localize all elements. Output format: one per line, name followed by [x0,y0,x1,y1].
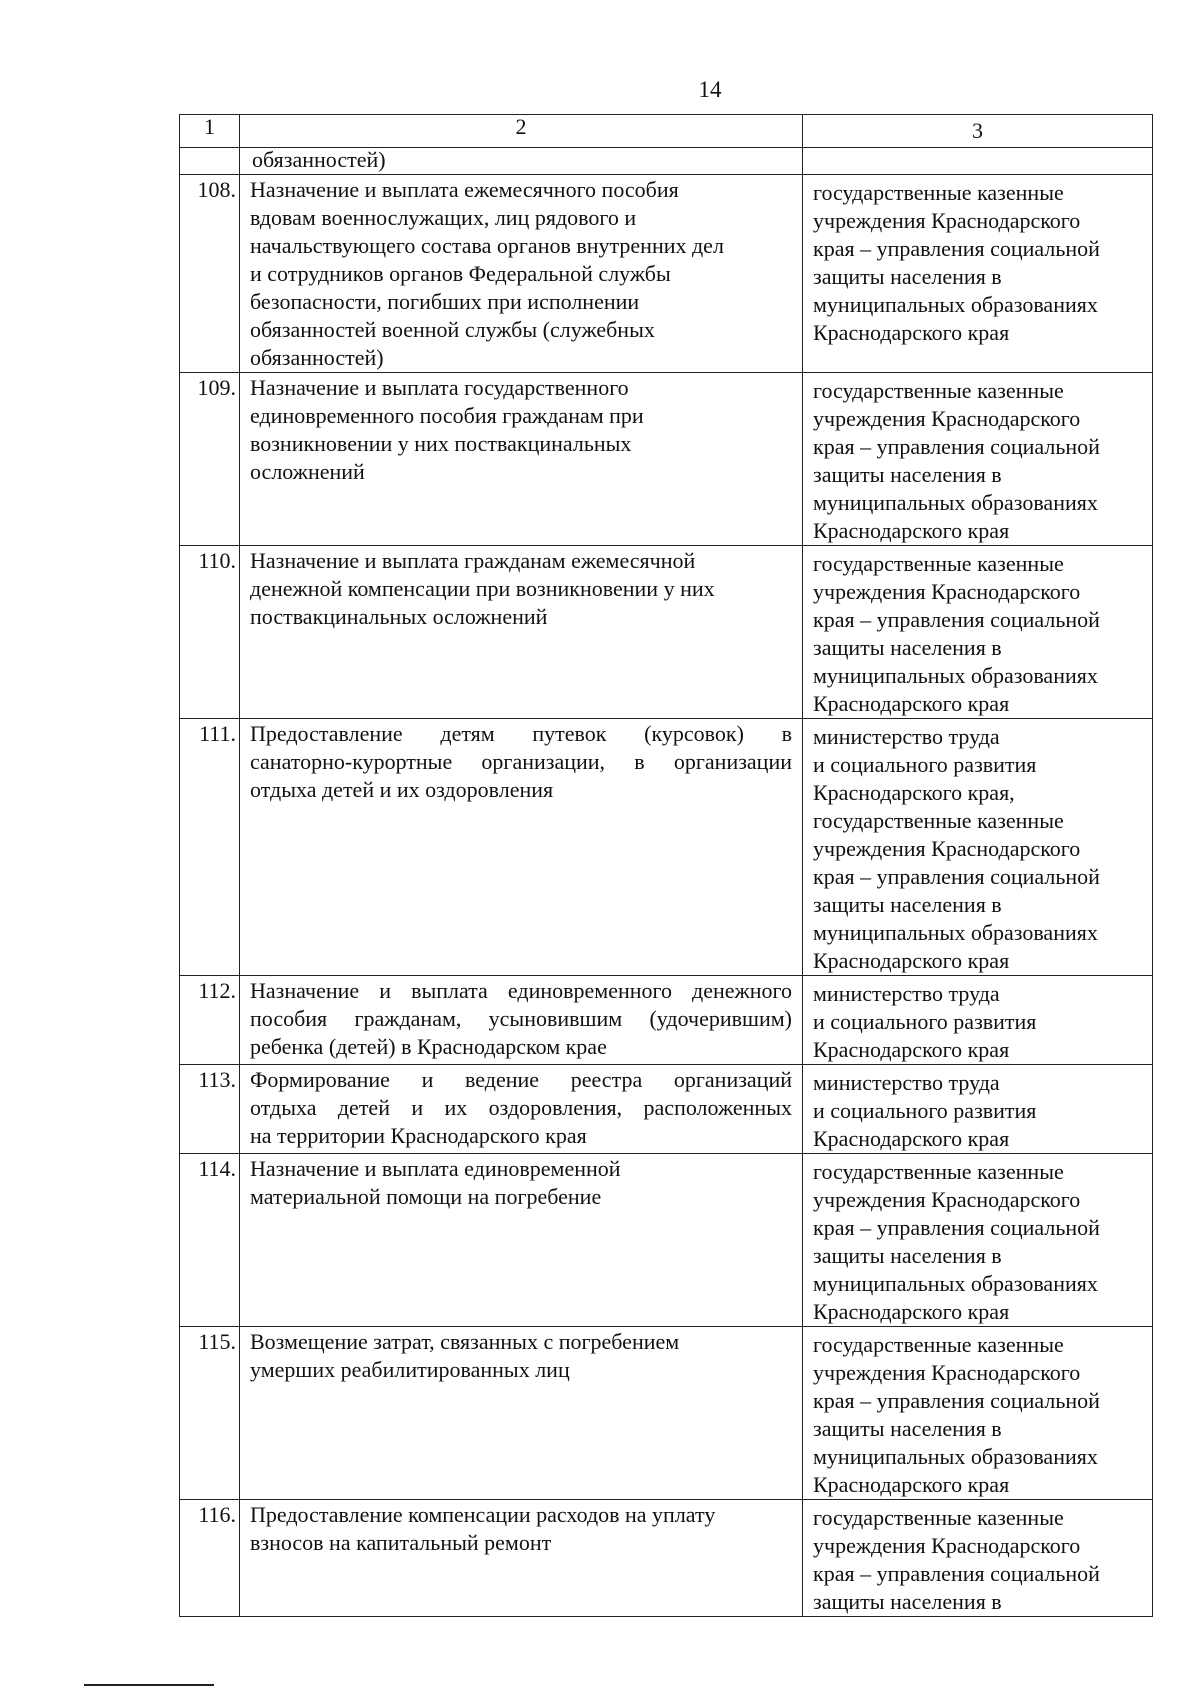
service-description [240,1065,803,1154]
description-line: обязанностей военной службы (служебных [250,317,655,342]
responsible-line: учреждения Краснодарского [813,579,1081,604]
service-description [240,1500,803,1617]
responsible-line: министерство труда [813,981,1000,1006]
responsible-line: муниципальных образованиях [813,1444,1098,1469]
responsible-body [803,1154,1153,1327]
row-number: 113. [180,1065,240,1154]
services-table [179,114,1153,1617]
responsible-line: Краснодарского края [813,691,1010,716]
continuation-num-cell [180,148,240,175]
responsible-body [803,719,1153,976]
table-header-row [180,115,1153,148]
continuation-desc: обязанностей) [240,148,803,175]
footnote-rule [84,1684,214,1686]
description-line: ребенка (детей) в Краснодарском крае [250,1034,607,1059]
description-line: отдыха детей и их оздоровления, расположенных [250,1095,792,1120]
responsible-line: защиты населения в [813,462,1002,487]
responsible-line: учреждения Краснодарского [813,836,1081,861]
table-row [180,1327,1153,1500]
table-row [180,546,1153,719]
responsible-line: Краснодарского края [813,1472,1010,1497]
description-line: осложнений [250,459,365,484]
header-col-2: 2 [240,115,803,148]
responsible-body [803,373,1153,546]
description-line: Предоставление компенсации расходов на уплату [250,1502,716,1527]
responsible-line: защиты населения в [813,635,1002,660]
description-line: начальствующего состава органов внутренних дел [250,233,724,258]
service-description [240,976,803,1065]
description-line: Назначение и выплата гражданам ежемесячной [250,548,696,573]
responsible-line: министерство труда [813,724,1000,749]
responsible-line: Краснодарского края [813,948,1010,973]
responsible-line: государственные казенные [813,1332,1064,1357]
table-row [180,1154,1153,1327]
responsible-line: Краснодарского края [813,1037,1010,1062]
description-line: отдыха детей и их оздоровления [250,777,554,802]
row-number: 111. [180,719,240,976]
responsible-line: государственные казенные [813,808,1064,833]
responsible-line: Краснодарского края [813,1299,1010,1324]
table-row [180,719,1153,976]
row-number: 114. [180,1154,240,1327]
description-line: санаторно-курортные организации, в организации [250,749,792,774]
row-number: 108. [180,175,240,373]
responsible-line: учреждения Краснодарского [813,406,1081,431]
responsible-line: министерство труда [813,1070,1000,1095]
description-line: денежной компенсации при возникновении у них [250,576,715,601]
description-line: материальной помощи на погребение [250,1184,602,1209]
table-row [180,373,1153,546]
responsible-line: государственные казенные [813,1505,1064,1530]
continuation-exec [803,148,1153,175]
header-col-1: 1 [180,115,240,148]
service-description [240,1154,803,1327]
description-line: возникновении у них поствакцинальных [250,431,632,456]
responsible-line: защиты населения в [813,264,1002,289]
header-col-3: 3 [803,115,1153,148]
responsible-line: муниципальных образованиях [813,292,1098,317]
responsible-line: края – управления социальной [813,1215,1100,1240]
page-number: 14 [698,77,722,102]
responsible-body [803,1500,1153,1617]
row-number: 116. [180,1500,240,1617]
responsible-line: государственные казенные [813,378,1064,403]
responsible-line: учреждения Краснодарского [813,1360,1081,1385]
description-line: Назначение и выплата государственного [250,375,629,400]
responsible-line: и социального развития [813,1009,1037,1034]
responsible-line: края – управления социальной [813,607,1100,632]
description-line: обязанностей) [250,345,384,370]
responsible-line: государственные казенные [813,1159,1064,1184]
row-number: 109. [180,373,240,546]
row-number: 115. [180,1327,240,1500]
responsible-line: защиты населения в [813,1589,1002,1614]
description-line: пособия гражданам, усыновившим (удочерившим) [250,1006,792,1031]
responsible-line: края – управления социальной [813,434,1100,459]
description-line: поствакцинальных осложнений [250,604,548,629]
description-line: Формирование и ведение реестра организаций [250,1067,792,1092]
responsible-body [803,976,1153,1065]
continuation-row [180,148,1153,175]
table-row [180,175,1153,373]
responsible-line: государственные казенные [813,551,1064,576]
description-line: на территории Краснодарского края [250,1123,587,1148]
responsible-line: защиты населения в [813,1243,1002,1268]
responsible-line: учреждения Краснодарского [813,208,1081,233]
description-line: умерших реабилитированных лиц [250,1357,570,1382]
responsible-line: и социального развития [813,1098,1037,1123]
responsible-line: государственные казенные [813,180,1064,205]
responsible-line: муниципальных образованиях [813,1271,1098,1296]
description-line: и сотрудников органов Федеральной службы [250,261,671,286]
responsible-line: учреждения Краснодарского [813,1187,1081,1212]
responsible-line: Краснодарского края [813,320,1010,345]
service-description [240,719,803,976]
responsible-body [803,1065,1153,1154]
description-line: вдовам военнослужащих, лиц рядового и [250,205,637,230]
responsible-line: муниципальных образованиях [813,663,1098,688]
responsible-line: Краснодарского края [813,1126,1010,1151]
responsible-line: Краснодарского края, [813,780,1015,805]
responsible-line: края – управления социальной [813,1388,1100,1413]
responsible-body [803,546,1153,719]
service-description [240,546,803,719]
service-description [240,1327,803,1500]
description-line: Возмещение затрат, связанных с погребением [250,1329,680,1354]
responsible-line: учреждения Краснодарского [813,1533,1081,1558]
row-number: 112. [180,976,240,1065]
responsible-line: муниципальных образованиях [813,490,1098,515]
description-line: Назначение и выплата единовременного денежного [250,978,792,1003]
responsible-body [803,1327,1153,1500]
responsible-line: края – управления социальной [813,864,1100,889]
responsible-line: края – управления социальной [813,1561,1100,1586]
responsible-line: защиты населения в [813,892,1002,917]
description-line: Назначение и выплата единовременной [250,1156,621,1181]
responsible-line: края – управления социальной [813,236,1100,261]
row-number: 110. [180,546,240,719]
table-row [180,1065,1153,1154]
responsible-line: муниципальных образованиях [813,920,1098,945]
table-row [180,976,1153,1065]
responsible-body [803,175,1153,373]
responsible-line: Краснодарского края [813,518,1010,543]
description-line: Назначение и выплата ежемесячного пособия [250,177,679,202]
responsible-line: и социального развития [813,752,1037,777]
service-description [240,373,803,546]
table-row [180,1500,1153,1617]
description-line: единовременного пособия гражданам при [250,403,644,428]
service-description [240,175,803,373]
responsible-line: защиты населения в [813,1416,1002,1441]
description-line: безопасности, погибших при исполнении [250,289,640,314]
description-line: взносов на капитальный ремонт [250,1530,552,1555]
description-line: Предоставление детям путевок (курсовок) в [250,721,792,746]
